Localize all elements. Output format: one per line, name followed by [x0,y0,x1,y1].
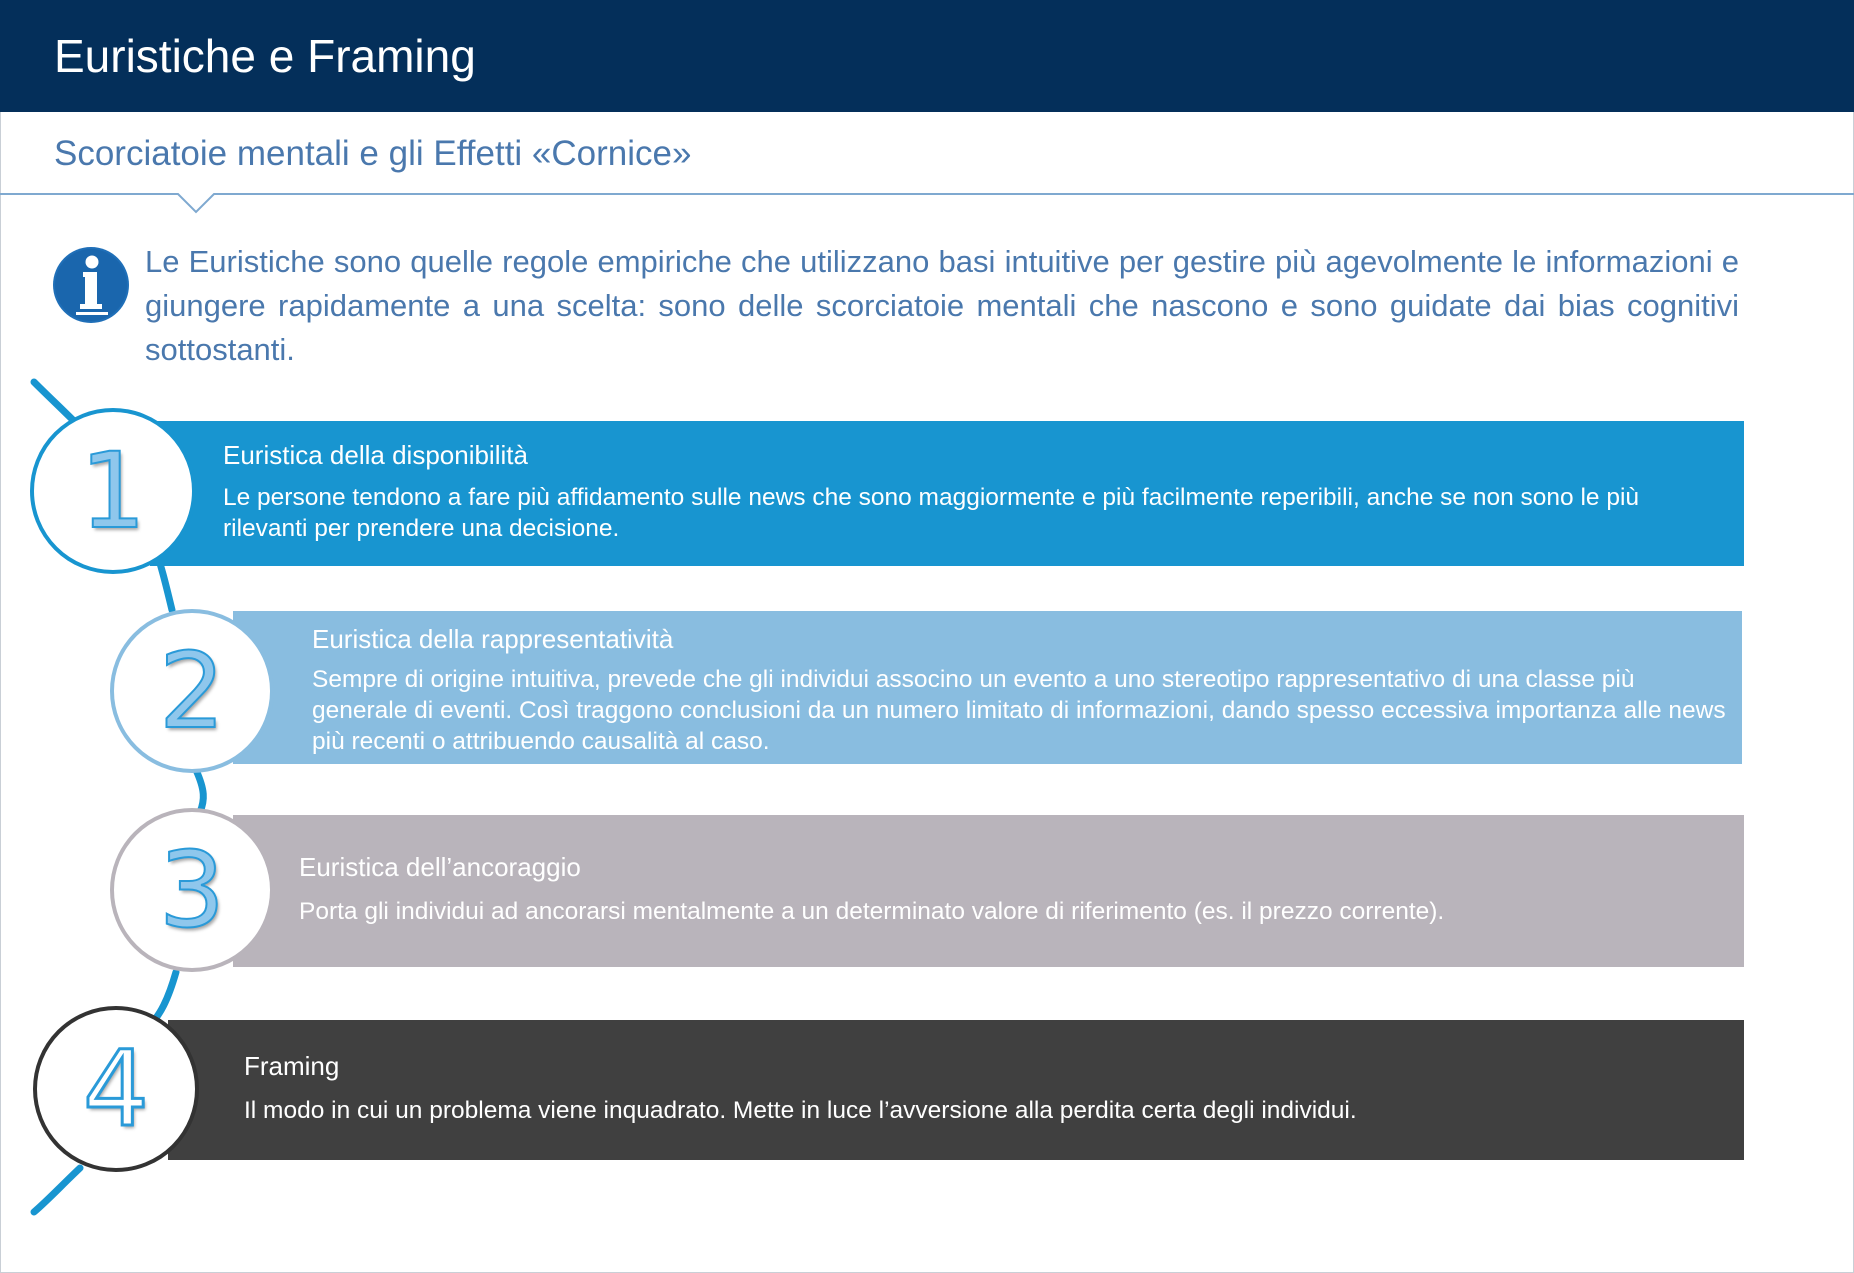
subtitle-divider [0,188,1854,218]
step-band-2 [233,611,1742,764]
step-description: Porta gli individui ad ancorarsi mentalmente a un determinato valore di riferimento (es. il prezzo corrente). [299,898,1445,925]
page-title: Euristiche e Framing [54,30,476,82]
intro-paragraph: Le Euristiche sono quelle regole empiriche che utilizzano basi intuitive per gestire più agevolmente le informazioni e giungere rapidamente a una scelta: sono delle scorciatoie mentali che nascono e sono guidate dai bias cognitivi sottostanti. [145,244,1739,367]
step-description: Le persone tendono a fare più affidamento sulle news che sono maggiormente e più facilmente reperibili, anche se non sono le più rilevanti per prendere una decisione. [223,484,1640,542]
step-title: Euristica della disponibilità [223,440,528,470]
step-number-badge: 1 [30,408,196,574]
step-description: Sempre di origine intuitiva, prevede che gli individui associno un evento a uno stereotipo rappresentativo di una classe più generale di eventi. Così traggono conclusioni da un numero limitato di informazioni, dando spesso eccessiva importanza alle news più recenti o attribuendo causalità al caso. [312,666,1726,755]
step-band-3 [233,815,1744,967]
step-description: Il modo in cui un problema viene inquadrato. Mette in luce l’avversione alla perdita certa degli individui. [244,1097,1357,1124]
step-number-badge: 3 [110,808,274,972]
step-band-4 [168,1020,1744,1160]
step-number-badge: 2 [110,609,274,773]
step-title: Framing [244,1051,340,1081]
header-bar [0,0,1854,112]
step-number-badge: 4 [33,1006,199,1172]
step-band-1 [150,421,1744,566]
step-title: Euristica della rappresentatività [312,624,674,654]
page-subtitle: Scorciatoie mentali e gli Effetti «Cornice» [54,134,692,173]
step-title: Euristica dell’ancoraggio [299,852,581,882]
